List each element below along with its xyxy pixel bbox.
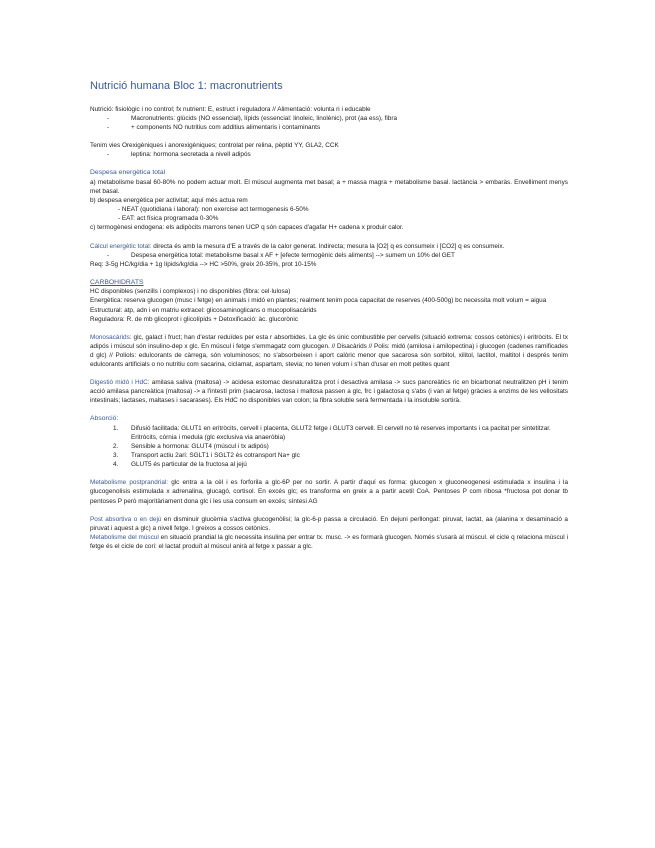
- item-number: 1.: [113, 424, 119, 432]
- paragraph: [90, 515, 568, 533]
- paragraph: Energètica: reserva glucogen (musc i fetge) en animals i midó en plantes; realment tenim poca capacitat de reserves (400-500g) bc necessita molt volum = aigua: [90, 297, 547, 305]
- paragraph: HC disponibles (senzills i complexos) i no disponibles (fibra: cel·lulosa): [90, 288, 291, 296]
- nutricio-line: Nutrició: fisiològic i no control; fx nutrient: E, estruct i reguladora // Alimentació: volunta ri i educable: [90, 106, 371, 113]
- item-number: 3.: [113, 452, 119, 460]
- paragraph: [90, 533, 568, 551]
- document-content: [90, 80, 568, 551]
- carbohidrats-section: [90, 278, 568, 324]
- paragraph: b) despesa energètica per activitat; aquí més actua rem: [90, 197, 248, 205]
- paragraph: [90, 333, 568, 369]
- item-text: Transport actiu 2ari: SGLT1 i SGLT2 és cotransport Na+ glc: [131, 452, 300, 460]
- paragraph: Reguladora: R. de mb glicoprot i glicolípids + Detoxificació: àc. glucorònic: [90, 315, 298, 323]
- item-text: Difusió facilitada: GLUT1 en eritròcits, cervell i placenta, GLUT2 fetge i GLUT3 cervell. El cervell no té reserves importants i ca pacitat per sintetitzar. Eritròcits, còrnia i medula (glc exclusiva via anaeròbia): [131, 424, 551, 441]
- paragraph: [90, 478, 568, 505]
- paragraph-text: en situació prandial la glc necessita insulina per entrar tx. musc. -> es formarà glucogen. Només s'usarà al múscul. el cicle q relaciona múscul i fetge és el cicle de cori: el lactat produït al múscul anirà al fetge x passar a glc.: [90, 533, 568, 550]
- section-heading: Absorció:: [90, 415, 119, 423]
- paragraph: - EAT: act física programada 0-30%: [118, 215, 219, 223]
- paragraph-text: en disminuir glucèmia s'activa glucogenòlisi; la glc-6-p passa a circulació. En dejuni perllongat: piruvat, lactat, aa (alanina x desaminació a piruvat i aquest a glc) a nivell fetge. I greixos a cossos cetònics.: [90, 515, 568, 532]
- section-heading: Monosacàrids:: [90, 333, 132, 341]
- calcul-section: [90, 242, 568, 269]
- document-title: Nutrició humana Bloc 1: macronutrients: [90, 80, 283, 92]
- bullet-text: leptina: hormona secretada a nivell adipós: [131, 151, 251, 159]
- paragraph: a) metabolisme basal 60-80% no podem actuar molt. El múscul augmenta met basal; a + massa magra + metabolisme basal. lactància > embaràs. Envelliment menys met basal.: [90, 178, 568, 196]
- bullet-text: Despesa energètica total: metabolisme basal x AF + [efecte termogènic dels aliments] --> sumem un 10% del GET: [131, 251, 455, 259]
- despesa-section: [90, 168, 568, 232]
- paragraph: c) termogènesi endogena: els adipòcits marrons tenen UCP q són capaces d'agafar H+ cadena x produir calor.: [90, 224, 404, 232]
- postabsortiva-section: [90, 515, 568, 551]
- item-text: GLUT5 és particular de la fructosa al jejú: [131, 461, 247, 469]
- bullet-item: - Macronutrients: glúcids (NO essencial), lípids (essencial: linoleic, linolènic), prot (aa ess), fibra: [107, 115, 398, 123]
- bullet-item: - Despesa energètica total: metabolisme basal x AF + [efecte termogènic dels aliments] --> sumem un 10% del GET: [107, 251, 455, 259]
- paragraph: Req: 3-5g HC/kg/dia + 1g lípids/kg/dia --> HC >50%, greix 20-35%, prot 10-15%: [90, 260, 317, 268]
- bullet-item: - + components NO nutritius com additius alimentaris i contaminants: [107, 124, 321, 132]
- monosacarids-section: [90, 333, 568, 369]
- bullet-text: + components NO nutritius com additius alimentaris i contaminants: [131, 124, 321, 132]
- teniem-section: [90, 141, 568, 159]
- paragraph-text: glc entra a la cèl i es forforila a glc-6P per no sortir. A partir d'aquí es forma: glucogen x gluconeogenesi estimulada x insulina i la glucogenolisis estimulada x adrenalina, glucagó, cortisol. En excés glc; es transforma en greix a a partir acetil CoA. Pentoses P com ribosa *fructosa pot donar tb pentoses P però majoritàriament dona glc i les usa consum en excés; síntesi AG: [90, 479, 568, 505]
- bullet-item: - leptina: hormona secretada a nivell adipós: [107, 151, 251, 159]
- section-heading: CARBOHIDRATS: [90, 278, 144, 286]
- paragraph: [90, 378, 568, 405]
- paragraph-text: amilasa saliva (maltosa) -> acidesa estomac desnaturalitza prot i desactiva amilasa -> sucs pancreàtics ric en bicarbonat neutralitzen pH i tenim acció amilasa pancreàtica (maltosa) -> a l'intestí prim (sacarosa, lactosa i maltosa passen a glc, frc i galactosa q s'abs (i van al fetge) gràcies a enzims de les vellositats intestinals; lactases, maltases i sacarases). Els HdC no disponibles van colon; la fibra soluble serà fermentada i la insoluble sortirà.: [90, 379, 568, 405]
- paragraph: - NEAT (quotidiana i laboral): non exercise act termogenesis 6-50%: [118, 206, 309, 214]
- paragraph-text: directa és amb la mesura d'E a través de la calor generat. Indirecta; mesura la [O2] q es consumeix i [CO2] q es consumeix.: [151, 242, 505, 250]
- absorcio-section: [90, 414, 568, 469]
- section-heading: Metabolisme postprandrial:: [90, 479, 169, 487]
- section-heading: Metabolisme del múscul: [90, 533, 159, 541]
- paragraph: [90, 242, 568, 251]
- section-heading: Digestió midó i HdC:: [90, 379, 150, 387]
- item-number: 4.: [113, 461, 119, 469]
- section-heading: Càlcul energètic total:: [90, 242, 152, 250]
- item-number: 2.: [113, 443, 119, 451]
- postprandial-section: [90, 478, 568, 505]
- item-text: Sensible a hormona: GLUT4 (múscul i tx adipós): [131, 443, 269, 451]
- numbered-item: [90, 442, 568, 451]
- paragraph: Estructural: atp, adn i en matriu extracel: glicosaminoglicans o mucopolisacàrids: [90, 306, 317, 314]
- paragraph-text: glc, galact i fruct; han d'estar reduïdes per esta r absorbides. La glc és únic combustible per cervells (situació extrema: cossos cetònics) i eritròcits. El tx adipós i múscul són insulino-dep x glc. En múscul i fetge s'emmagatz com glucogen. // Disacàrids // Polis: midó (amilosa i amilopectina) i glucogen (cadenes ramificades d glc) // Poliols: edulcorants de càrrega, són voluminosos; no s'absorbeixen i aport calòric menor que sacarosa són sorbitol, xilitol, lactitol, maltitol i després tenim edulcorants artificials o no nutritiu com sacarina, ciclamat, aspartam, stevia; no tenen volum i s'han d'usar en molt petites quant: [90, 333, 568, 368]
- section-heading: Post absortiva o en dejú: [90, 515, 162, 523]
- bullet-text: Macronutrients: glúcids (NO essencial), lípids (essencial: linoleic, linolènic), prot (aa ess), fibra: [131, 115, 398, 123]
- numbered-item: [90, 424, 568, 442]
- numbered-item: [90, 451, 568, 460]
- numbered-item: [90, 460, 568, 469]
- section-heading: Despesa energètica total: [90, 169, 166, 177]
- digestio-section: [90, 378, 568, 405]
- teniem-line: Tenim vies Orexigèniques i anorexigèniques; controlat per relina, pèptid YY, GLA2, CCK: [90, 142, 339, 150]
